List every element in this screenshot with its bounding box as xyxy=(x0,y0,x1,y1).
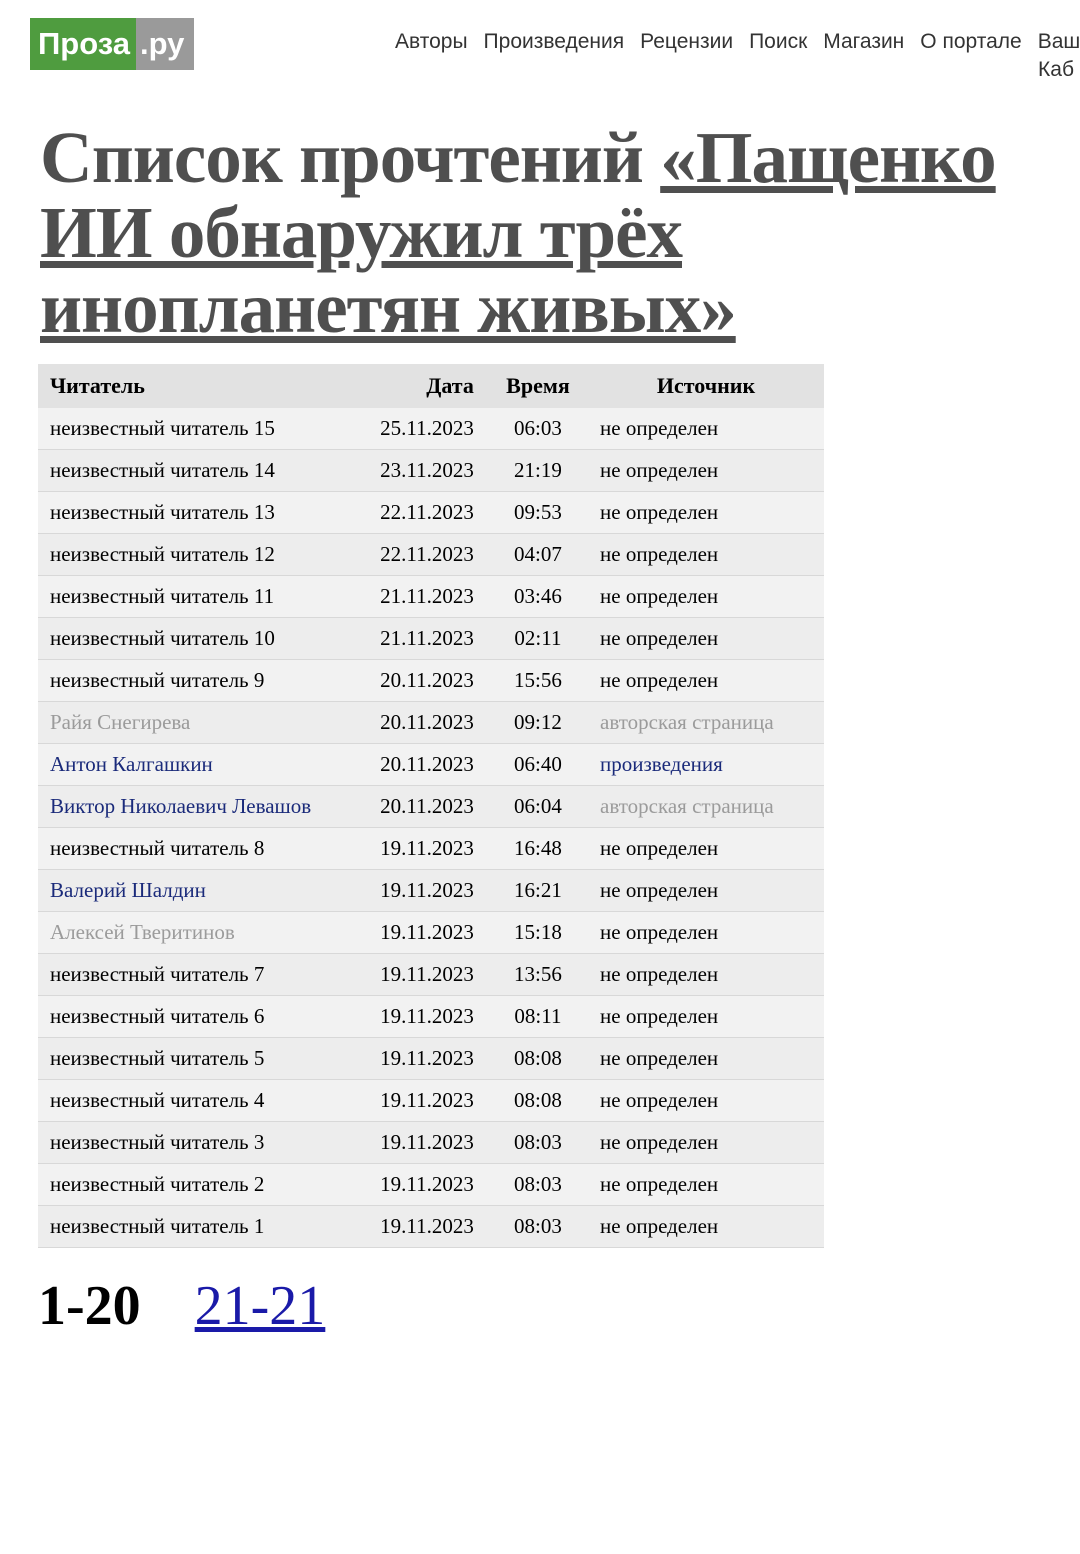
cell-time: 02:11 xyxy=(488,617,588,659)
cell-source xyxy=(588,869,824,911)
cell-date: 19.11.2023 xyxy=(342,827,488,869)
cell-date: 19.11.2023 xyxy=(342,1079,488,1121)
cell-reader xyxy=(38,827,342,869)
table-row xyxy=(38,575,824,617)
main-nav xyxy=(395,26,1080,58)
table-header-row xyxy=(38,364,824,408)
cell-time: 08:08 xyxy=(488,1037,588,1079)
column-header-source: Источник xyxy=(588,364,824,408)
table-row xyxy=(38,659,824,701)
cell-date: 19.11.2023 xyxy=(342,1121,488,1163)
reader-name: неизвестный читатель 11 xyxy=(50,583,275,608)
source-text: не определен xyxy=(600,919,719,944)
cell-date: 21.11.2023 xyxy=(342,575,488,617)
cell-reader xyxy=(38,1163,342,1205)
cell-source xyxy=(588,953,824,995)
table-row xyxy=(38,911,824,953)
cell-date: 25.11.2023 xyxy=(342,408,488,450)
reader-name: неизвестный читатель 14 xyxy=(50,457,275,482)
table-row xyxy=(38,617,824,659)
reader-name: Райя Снегирева xyxy=(50,709,191,734)
logo-text-proza: Проза xyxy=(30,18,136,70)
readers-table-head xyxy=(38,364,824,408)
cell-reader xyxy=(38,408,342,450)
cell-time: 03:46 xyxy=(488,575,588,617)
table-row xyxy=(38,785,824,827)
nav-cabinet-wrap[interactable]: Каб xyxy=(1038,58,1074,81)
cell-date: 19.11.2023 xyxy=(342,1205,488,1247)
logo-text-ru: .ру xyxy=(136,18,194,70)
source-text: не определен xyxy=(600,1087,719,1112)
cell-date: 20.11.2023 xyxy=(342,743,488,785)
cell-time: 08:03 xyxy=(488,1163,588,1205)
cell-date: 19.11.2023 xyxy=(342,1163,488,1205)
reader-name: неизвестный читатель 3 xyxy=(50,1129,265,1154)
page-title-prefix: Список прочтений xyxy=(40,117,643,198)
cell-source xyxy=(588,1163,824,1205)
cell-reader xyxy=(38,1205,342,1247)
readers-table-body xyxy=(38,408,824,1248)
cell-time: 09:12 xyxy=(488,701,588,743)
cell-time: 08:11 xyxy=(488,995,588,1037)
reader-name: неизвестный читатель 7 xyxy=(50,961,265,986)
column-header-reader: Читатель xyxy=(38,364,342,408)
cell-reader xyxy=(38,617,342,659)
cell-reader xyxy=(38,575,342,617)
cell-source xyxy=(588,491,824,533)
reader-name: неизвестный читатель 5 xyxy=(50,1045,265,1070)
source-text: не определен xyxy=(600,1003,719,1028)
table-row xyxy=(38,995,824,1037)
cell-time: 08:03 xyxy=(488,1205,588,1247)
source-text: не определен xyxy=(600,1171,719,1196)
table-row xyxy=(38,1079,824,1121)
cell-source xyxy=(588,1205,824,1247)
source-text: не определен xyxy=(600,667,719,692)
cell-source xyxy=(588,827,824,869)
cell-time: 09:53 xyxy=(488,491,588,533)
nav-shop[interactable]: Магазин xyxy=(823,30,905,53)
cell-date: 19.11.2023 xyxy=(342,953,488,995)
source-text: не определен xyxy=(600,499,719,524)
cell-date: 19.11.2023 xyxy=(342,995,488,1037)
source-text: не определен xyxy=(600,625,719,650)
table-row xyxy=(38,1205,824,1247)
cell-time: 06:03 xyxy=(488,408,588,450)
cell-source xyxy=(588,1079,824,1121)
table-row xyxy=(38,701,824,743)
cell-date: 19.11.2023 xyxy=(342,1037,488,1079)
source-text: не определен xyxy=(600,1045,719,1070)
source-text: не определен xyxy=(600,1213,719,1238)
table-row xyxy=(38,1121,824,1163)
readers-table xyxy=(38,364,824,1248)
cell-source xyxy=(588,911,824,953)
source-text: не определен xyxy=(600,415,719,440)
cell-source xyxy=(588,533,824,575)
cell-date: 22.11.2023 xyxy=(342,533,488,575)
cell-reader xyxy=(38,869,342,911)
table-row xyxy=(38,1163,824,1205)
pagination xyxy=(38,1274,1080,1338)
nav-search[interactable]: Поиск xyxy=(749,30,808,53)
cell-reader xyxy=(38,491,342,533)
cell-time: 06:04 xyxy=(488,785,588,827)
source-text: не определен xyxy=(600,877,719,902)
source-text: не определен xyxy=(600,541,719,566)
cell-date: 20.11.2023 xyxy=(342,659,488,701)
reader-link[interactable]: Антон Калгашкин xyxy=(50,751,213,776)
column-header-time: Время xyxy=(488,364,588,408)
table-row xyxy=(38,491,824,533)
cell-reader xyxy=(38,1079,342,1121)
column-header-date: Дата xyxy=(342,364,488,408)
table-row xyxy=(38,408,824,450)
source-text: авторская страница xyxy=(600,709,774,734)
cell-source xyxy=(588,659,824,701)
reader-name: неизвестный читатель 4 xyxy=(50,1087,265,1112)
cell-source xyxy=(588,408,824,450)
cell-source xyxy=(588,1037,824,1079)
reader-name: неизвестный читатель 10 xyxy=(50,625,275,650)
reader-name: Алексей Тверитинов xyxy=(50,919,235,944)
cell-time: 16:21 xyxy=(488,869,588,911)
cell-date: 22.11.2023 xyxy=(342,491,488,533)
cell-source xyxy=(588,995,824,1037)
reader-name: неизвестный читатель 13 xyxy=(50,499,275,524)
cell-time: 06:40 xyxy=(488,743,588,785)
cell-time: 15:56 xyxy=(488,659,588,701)
cell-source xyxy=(588,575,824,617)
pagination-current: 1-20 xyxy=(38,1274,141,1337)
cell-reader xyxy=(38,533,342,575)
cell-time: 08:03 xyxy=(488,1121,588,1163)
nav-works[interactable]: Произведения xyxy=(483,30,625,53)
source-text: авторская страница xyxy=(600,793,774,818)
source-text: не определен xyxy=(600,583,719,608)
table-row xyxy=(38,1037,824,1079)
cell-date: 20.11.2023 xyxy=(342,701,488,743)
cell-reader xyxy=(38,743,342,785)
nav-authors[interactable]: Авторы xyxy=(395,30,468,53)
cell-time: 16:48 xyxy=(488,827,588,869)
cell-date: 23.11.2023 xyxy=(342,449,488,491)
cell-source xyxy=(588,785,824,827)
table-row xyxy=(38,869,824,911)
nav-about[interactable]: О портале xyxy=(920,30,1022,53)
nav-cabinet[interactable]: Ваш xyxy=(1037,30,1080,53)
cell-source xyxy=(588,449,824,491)
cell-reader xyxy=(38,995,342,1037)
table-row xyxy=(38,533,824,575)
work-title-link[interactable]: «Пащенко ИИ обнаружил трёх инопланетян живых» xyxy=(40,117,996,349)
cell-reader xyxy=(38,659,342,701)
reader-link[interactable]: Виктор Николаевич Левашов xyxy=(50,793,312,818)
cell-reader xyxy=(38,701,342,743)
reader-name: неизвестный читатель 1 xyxy=(50,1213,265,1238)
reader-name: неизвестный читатель 6 xyxy=(50,1003,265,1028)
table-row xyxy=(38,743,824,785)
reader-name: неизвестный читатель 9 xyxy=(50,667,265,692)
cell-source xyxy=(588,1121,824,1163)
reader-name: неизвестный читатель 15 xyxy=(50,415,275,440)
cell-date: 19.11.2023 xyxy=(342,869,488,911)
cell-date: 21.11.2023 xyxy=(342,617,488,659)
cell-time: 04:07 xyxy=(488,533,588,575)
cell-reader xyxy=(38,1037,342,1079)
cell-date: 19.11.2023 xyxy=(342,911,488,953)
nav-reviews[interactable]: Рецензии xyxy=(640,30,734,53)
table-row xyxy=(38,953,824,995)
reader-name: неизвестный читатель 12 xyxy=(50,541,275,566)
table-row xyxy=(38,827,824,869)
source-text: не определен xyxy=(600,1129,719,1154)
cell-reader xyxy=(38,953,342,995)
cell-time: 08:08 xyxy=(488,1079,588,1121)
cell-time: 21:19 xyxy=(488,449,588,491)
cell-source xyxy=(588,743,824,785)
cell-date: 20.11.2023 xyxy=(342,785,488,827)
pagination-next-page[interactable]: 21-21 xyxy=(194,1274,326,1337)
site-header xyxy=(0,0,1080,92)
cell-source xyxy=(588,617,824,659)
source-text: не определен xyxy=(600,961,719,986)
cell-source xyxy=(588,701,824,743)
source-text: не определен xyxy=(600,457,719,482)
cell-time: 15:18 xyxy=(488,911,588,953)
source-link[interactable]: произведения xyxy=(600,751,723,776)
reader-name: неизвестный читатель 2 xyxy=(50,1171,265,1196)
cell-reader xyxy=(38,911,342,953)
source-text: не определен xyxy=(600,835,719,860)
reader-link[interactable]: Валерий Шалдин xyxy=(50,877,206,902)
table-row xyxy=(38,449,824,491)
reader-name: неизвестный читатель 8 xyxy=(50,835,265,860)
cell-reader xyxy=(38,449,342,491)
cell-reader xyxy=(38,1121,342,1163)
cell-reader xyxy=(38,785,342,827)
site-logo[interactable] xyxy=(30,18,226,70)
cell-time: 13:56 xyxy=(488,953,588,995)
page-title xyxy=(40,117,1054,349)
